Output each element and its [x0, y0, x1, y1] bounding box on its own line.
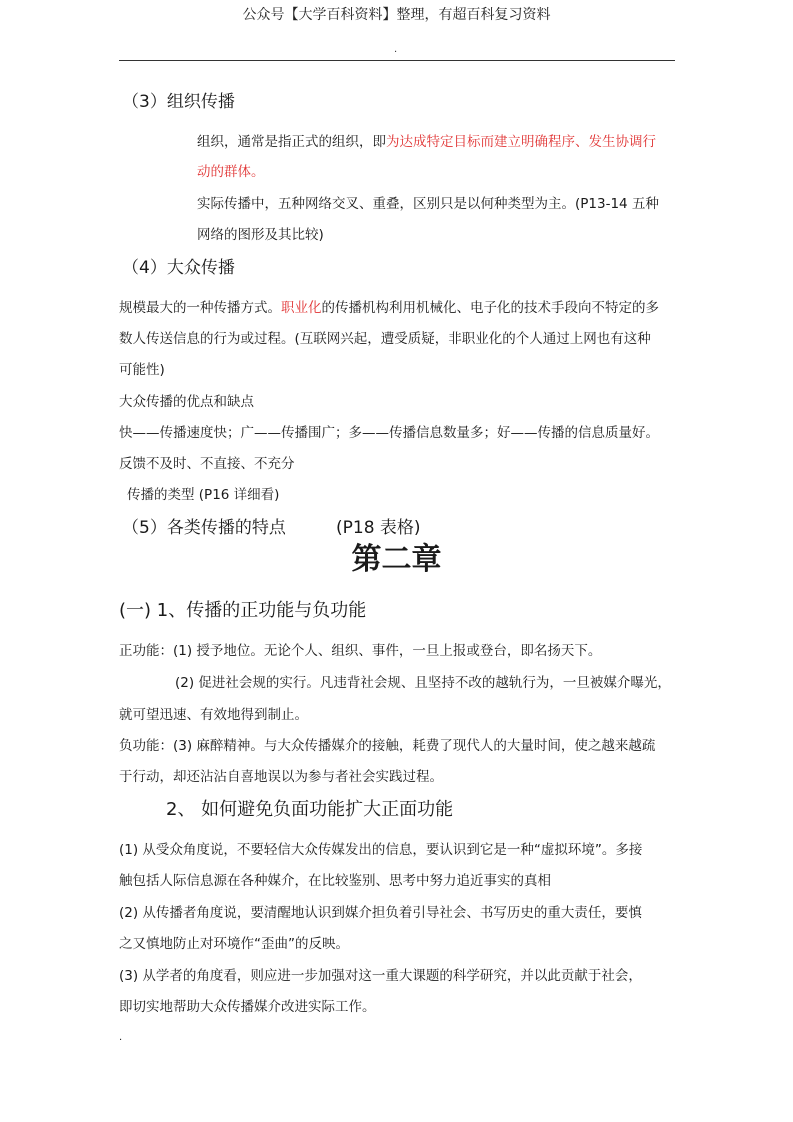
positive-function-line-2: (2) 促进社会规的实行。凡违背社会规、且坚持不改的越轨行为，一旦被媒介曝光， — [175, 675, 671, 691]
positive-function-line-3: 就可望迅速、有效地得到制止。 — [119, 707, 308, 723]
item-1-line-2: 触包括人际信息源在各种媒介，在比较鉴别、思考中努力追近事实的真相 — [119, 873, 551, 889]
item-1-line-1: (1) 从受众角度说，不要轻信大众传媒发出的信息，要认识到它是一种“虚拟环境”。多接 — [119, 842, 643, 858]
part-2-heading: 2、 如何避免负面功能扩大正面功能 — [166, 799, 454, 820]
negative-function-line-2: 于行动，却还沾沾自喜地误以为参与者社会实践过程。 — [119, 769, 443, 785]
sec4-pros-cons-title: 大众传播的优点和缺点 — [119, 394, 254, 410]
sec4-p1-text-b: 的传播机构利用机械化、电子化的技术手段向不特定的多 — [321, 300, 659, 316]
item-3-line-1: (3) 从学者的角度看，则应进一步加强对这一重大课题的科学研究，并以此贡献于社会， — [119, 968, 642, 984]
part-1-heading: (一) 1、传播的正功能与负功能 — [119, 600, 367, 621]
sec4-p1-highlight: 职业化 — [281, 300, 322, 316]
section-3-heading: （3）组织传播 — [122, 92, 235, 112]
section-5-reference: (P18 表格) — [336, 518, 421, 538]
sec4-p1-text-a: 规模最大的一种传播方式。 — [119, 300, 281, 316]
sec4-pros: 快——传播速度快；广——传播围广；多——传播信息数量多；好——传播的信息质量好。 — [119, 425, 659, 441]
page-header: 公众号【大学百科资料】整理，有超百科复习资料 — [242, 7, 551, 23]
item-2-line-2: 之又慎地防止对环境作“歪曲”的反映。 — [119, 936, 349, 952]
sec3-paragraph-2-line-1: 实际传播中，五种网络交叉、重叠，区别只是以何种类型为主。(P13-14 五种 — [197, 196, 659, 212]
header-rule — [119, 60, 675, 61]
sec4-paragraph-line-3: 可能性) — [119, 362, 165, 378]
negative-function-line-1: 负功能：(3) 麻醉精神。与大众传播媒介的接触，耗费了现代人的大量时间，使之越来越疏 — [119, 738, 656, 754]
chapter-title: 第二章 — [351, 542, 442, 577]
header-dot: . — [394, 44, 398, 55]
section-4-heading: （4）大众传播 — [122, 258, 235, 278]
sec3-paragraph-2-line-2: 网络的图形及其比较) — [197, 227, 324, 243]
sec4-types: 传播的类型 (P16 详细看) — [127, 487, 280, 503]
item-3-line-2: 即切实地帮助大众传播媒介改进实际工作。 — [119, 999, 376, 1015]
sec4-cons: 反馈不及时、不直接、不充分 — [119, 456, 295, 472]
section-5-heading: （5）各类传播的特点 — [122, 518, 286, 538]
sec4-paragraph-line-1 — [119, 298, 659, 318]
sec3-p1-highlight: 为达成特定目标而建立明确程序、发生协调行 — [386, 134, 656, 150]
sec3-paragraph-1-line-1 — [197, 132, 656, 152]
positive-function-line-1: 正功能：(1) 授予地位。无论个人、组织、事件，一旦上报或登台，即名扬天下。 — [119, 643, 602, 659]
item-2-line-1: (2) 从传播者角度说，要清醒地认识到媒介担负着引导社会、书写历史的重大责任，要慎 — [119, 905, 642, 921]
sec3-p1-text: 组织，通常是指正式的组织，即 — [197, 134, 386, 150]
footer-dot: . — [119, 1032, 123, 1043]
sec3-paragraph-1-line-2: 动的群体。 — [197, 164, 265, 180]
sec4-paragraph-line-2: 数人传送信息的行为或过程。(互联网兴起，遭受质疑，非职业化的个人通过上网也有这种 — [119, 331, 651, 347]
